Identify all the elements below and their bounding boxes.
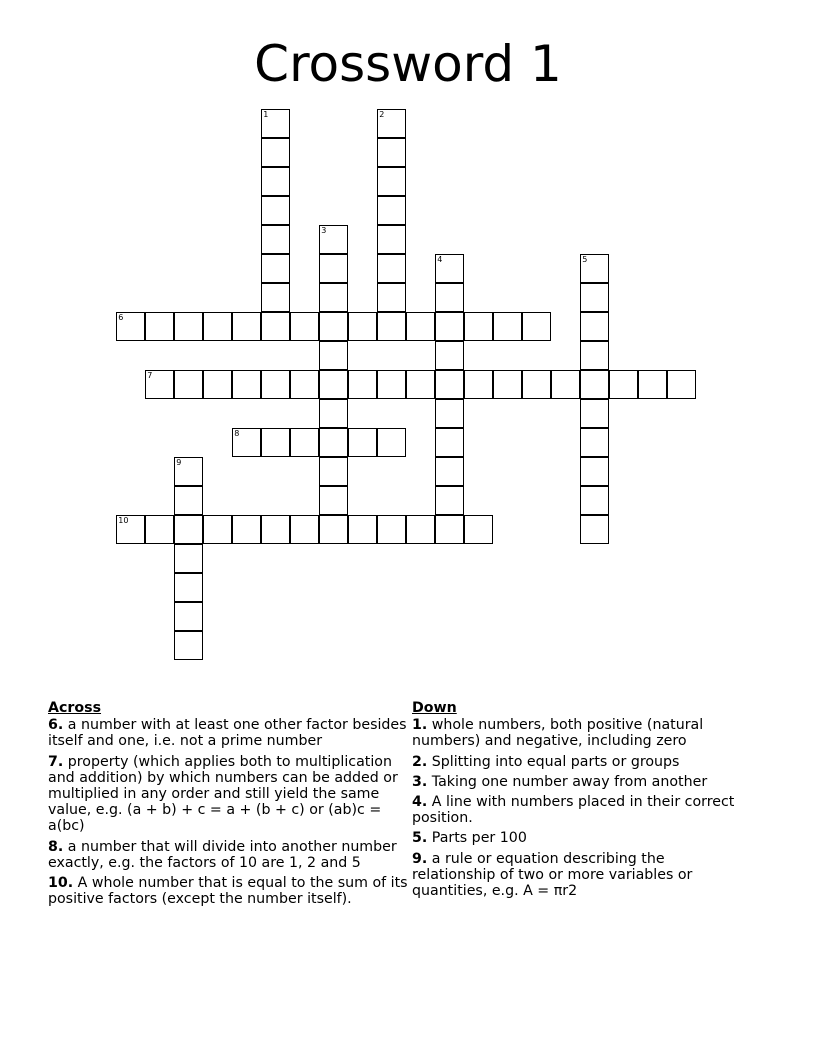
grid-cell[interactable]: [261, 254, 290, 283]
clue-number: 2.: [412, 753, 428, 770]
clue-number: 9.: [412, 850, 428, 867]
grid-cell[interactable]: [580, 283, 609, 312]
grid-cell[interactable]: [145, 515, 174, 544]
grid-cell[interactable]: [377, 109, 406, 138]
cell-number: 5: [582, 255, 588, 265]
grid-cell[interactable]: [319, 341, 348, 370]
cell-number: 3: [321, 226, 327, 236]
grid-cell[interactable]: [319, 428, 348, 457]
clue-across-6: [48, 717, 410, 749]
grid-cell[interactable]: [435, 370, 464, 399]
grid-cell[interactable]: [174, 631, 203, 660]
grid-cell[interactable]: [261, 283, 290, 312]
grid-cell[interactable]: [377, 515, 406, 544]
cell-number: 10: [118, 516, 129, 526]
clue-text: Taking one number away from another: [427, 773, 708, 790]
grid-cell[interactable]: [406, 312, 435, 341]
clue-down-2: [412, 754, 742, 770]
page-title: Crossword 1: [254, 35, 562, 93]
grid-cell[interactable]: [377, 254, 406, 283]
clue-text: a number that will divide into another number exactly, e.g. the factors of 10 are 1, 2 and 5: [48, 838, 397, 871]
clue-down-4: [412, 794, 742, 826]
grid-cell[interactable]: [377, 370, 406, 399]
grid-cell[interactable]: [435, 515, 464, 544]
grid-cell[interactable]: [174, 515, 203, 544]
grid-cell[interactable]: [348, 515, 377, 544]
cell-number: 1: [263, 110, 269, 120]
grid-cell[interactable]: [174, 486, 203, 515]
grid-cell[interactable]: [319, 225, 348, 254]
grid-cell[interactable]: [232, 370, 261, 399]
grid-cell[interactable]: [377, 225, 406, 254]
grid-cell[interactable]: [435, 399, 464, 428]
clue-text: A line with numbers placed in their correct position.: [412, 794, 735, 827]
grid-cell[interactable]: [580, 428, 609, 457]
grid-cell[interactable]: [464, 370, 493, 399]
grid-cell[interactable]: [580, 486, 609, 515]
clue-number: 8.: [48, 838, 64, 855]
clue-down-1: [412, 717, 742, 749]
clue-number: 7.: [48, 753, 64, 770]
grid-cell[interactable]: [319, 283, 348, 312]
clue-text: a number with at least one other factor besides itself and one, i.e. not a prime number: [48, 717, 407, 750]
cell-number: 4: [437, 255, 443, 265]
grid-cell[interactable]: [174, 457, 203, 486]
grid-cell[interactable]: [348, 428, 377, 457]
cell-number: 2: [379, 110, 385, 120]
grid-cell[interactable]: [580, 457, 609, 486]
grid-cell[interactable]: [348, 370, 377, 399]
grid-cell[interactable]: [145, 370, 174, 399]
grid-cell[interactable]: [145, 312, 174, 341]
grid-cell[interactable]: [319, 254, 348, 283]
grid-cell[interactable]: [319, 399, 348, 428]
across-clues: [48, 700, 410, 911]
grid-cell[interactable]: [580, 515, 609, 544]
grid-cell[interactable]: [261, 196, 290, 225]
grid-cell[interactable]: [522, 370, 551, 399]
clue-across-8: [48, 839, 410, 871]
clue-number: 4.: [412, 794, 428, 811]
grid-cell[interactable]: [261, 312, 290, 341]
clue-down-5: [412, 830, 742, 846]
clue-text: A whole number that is equal to the sum of its positive factors (except the number itself).: [48, 875, 408, 908]
down-heading: Down: [412, 700, 457, 716]
clue-number: 5.: [412, 830, 428, 847]
clue-text: Parts per 100: [427, 830, 527, 847]
grid-cell[interactable]: [580, 341, 609, 370]
grid-cell[interactable]: [638, 370, 667, 399]
grid-cell[interactable]: [232, 312, 261, 341]
grid-cell[interactable]: [435, 312, 464, 341]
clue-across-10: [48, 875, 410, 907]
cell-number: 6: [118, 313, 124, 323]
grid-cell[interactable]: [580, 254, 609, 283]
grid-cell[interactable]: [261, 515, 290, 544]
clue-number: 6.: [48, 717, 64, 734]
grid-cell[interactable]: [174, 602, 203, 631]
grid-cell[interactable]: [580, 399, 609, 428]
grid-cell[interactable]: [319, 312, 348, 341]
grid-cell[interactable]: [377, 196, 406, 225]
grid-cell[interactable]: [435, 341, 464, 370]
grid-cell[interactable]: [232, 428, 261, 457]
grid-cell[interactable]: [261, 225, 290, 254]
grid-cell[interactable]: [435, 428, 464, 457]
grid-cell[interactable]: [464, 515, 493, 544]
clue-text: whole numbers, both positive (natural numbers) and negative, including zero: [412, 717, 704, 750]
clue-down-9: [412, 851, 742, 900]
grid-cell[interactable]: [493, 312, 522, 341]
grid-cell[interactable]: [261, 167, 290, 196]
cell-number: 9: [176, 458, 182, 468]
grid-cell[interactable]: [319, 515, 348, 544]
clue-text: a rule or equation describing the relationship of two or more variables or quantities, e.g. A = πr2: [412, 850, 693, 900]
down-clues: [412, 700, 742, 903]
grid-cell[interactable]: [174, 544, 203, 573]
clue-across-7: [48, 754, 410, 835]
clue-number: 1.: [412, 717, 428, 734]
grid-cell[interactable]: [261, 428, 290, 457]
grid-cell[interactable]: [203, 370, 232, 399]
grid-cell[interactable]: [377, 138, 406, 167]
grid-cell[interactable]: [174, 370, 203, 399]
grid-cell[interactable]: [232, 515, 261, 544]
grid-cell[interactable]: [261, 109, 290, 138]
grid-cell[interactable]: [290, 370, 319, 399]
grid-cell[interactable]: [203, 312, 232, 341]
clue-number: 10.: [48, 875, 74, 892]
grid-cell[interactable]: [377, 283, 406, 312]
grid-cell[interactable]: [348, 312, 377, 341]
grid-cell[interactable]: [377, 167, 406, 196]
grid-cell[interactable]: [435, 457, 464, 486]
grid-cell[interactable]: [319, 486, 348, 515]
clue-down-3: [412, 774, 742, 790]
grid-cell[interactable]: [261, 138, 290, 167]
grid-cell[interactable]: [377, 312, 406, 341]
grid-cell[interactable]: [435, 254, 464, 283]
grid-cell[interactable]: [522, 312, 551, 341]
grid-cell[interactable]: [493, 370, 522, 399]
clue-text: Splitting into equal parts or groups: [427, 753, 680, 770]
clue-text: property (which applies both to multiplication and addition) by which numbers can be added or multiplied in any order and still yield the same value, e.g. (a + b) + c = a + (b + c) or (ab)c = a(bc): [48, 753, 398, 835]
grid-cell[interactable]: [406, 370, 435, 399]
grid-cell[interactable]: [116, 312, 145, 341]
grid-cell[interactable]: [609, 370, 638, 399]
grid-cell[interactable]: [290, 428, 319, 457]
cell-number: 8: [234, 429, 240, 439]
grid-cell[interactable]: [464, 312, 493, 341]
grid-cell[interactable]: [174, 573, 203, 602]
grid-cell[interactable]: [203, 515, 232, 544]
grid-cell[interactable]: [290, 312, 319, 341]
grid-cell[interactable]: [435, 486, 464, 515]
grid-cell[interactable]: [116, 515, 145, 544]
grid-cell[interactable]: [290, 515, 319, 544]
grid-cell[interactable]: [435, 283, 464, 312]
grid-cell[interactable]: [261, 370, 290, 399]
grid-cell[interactable]: [174, 312, 203, 341]
grid-cell[interactable]: [406, 515, 435, 544]
grid-cell[interactable]: [319, 370, 348, 399]
grid-cell[interactable]: [580, 312, 609, 341]
clue-number: 3.: [412, 773, 428, 790]
grid-cell[interactable]: [580, 370, 609, 399]
across-heading: Across: [48, 700, 102, 716]
grid-cell[interactable]: [377, 428, 406, 457]
grid-cell[interactable]: [667, 370, 696, 399]
grid-cell[interactable]: [551, 370, 580, 399]
cell-number: 7: [147, 371, 153, 381]
grid-cell[interactable]: [319, 457, 348, 486]
